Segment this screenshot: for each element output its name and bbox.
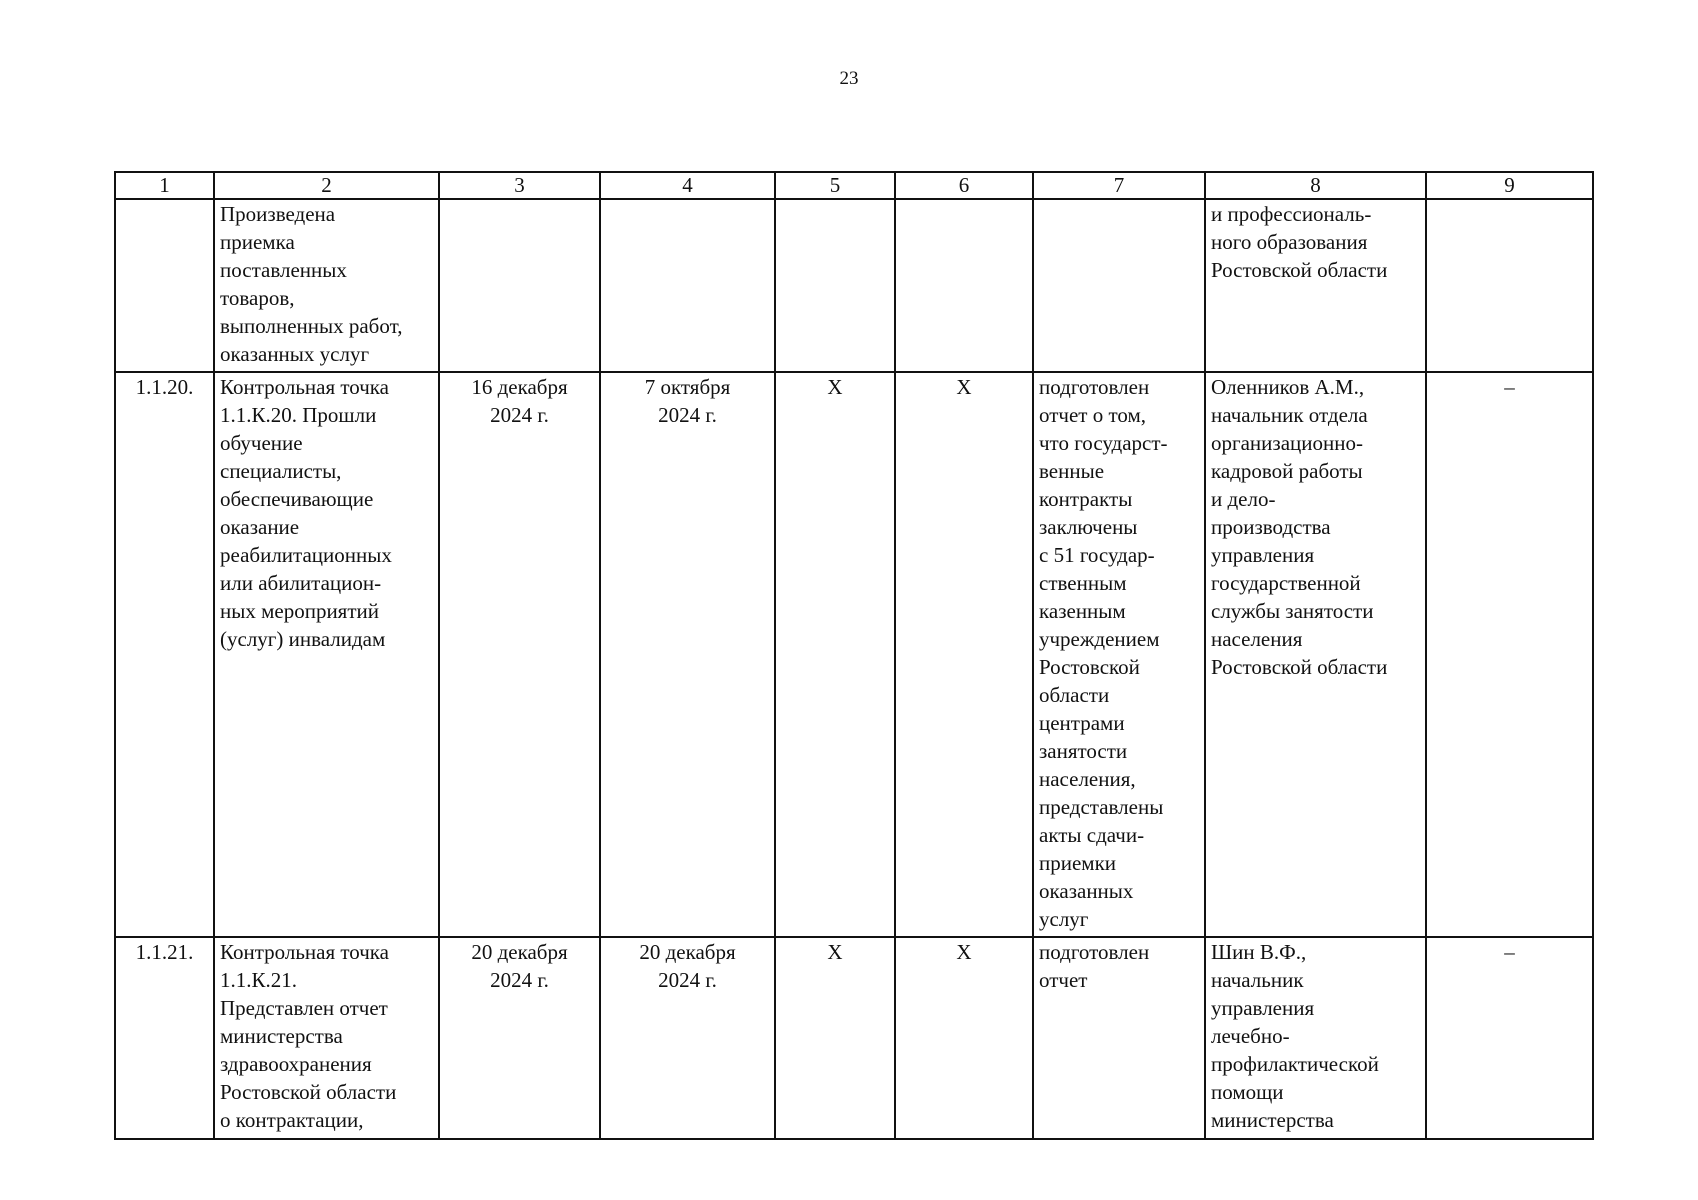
plan-table [114,171,1594,1140]
row-col9: – [1426,372,1593,937]
column-header: 7 [1033,172,1205,199]
column-header: 3 [439,172,600,199]
row-result [1033,199,1205,372]
table-row [115,372,1593,937]
row-description: Контрольная точка 1.1.К.21. Представлен отчет министерства здравоохранения Ростовской области о контрактации, [214,937,439,1139]
row-col9 [1426,199,1593,372]
row-col6: X [895,937,1033,1139]
row-col9: – [1426,937,1593,1139]
table-header-row [115,172,1593,199]
row-number: 1.1.20. [115,372,214,937]
row-date-fact [600,199,775,372]
table-row [115,199,1593,372]
row-description: Контрольная точка 1.1.К.20. Прошли обучение специалисты, обеспечивающие оказание реабилитационных или абилитацион- ных мероприятий (услуг) инвалидам [214,372,439,937]
column-header: 1 [115,172,214,199]
row-responsible: Оленников А.М., начальник отдела организационно- кадровой работы и дело- производства управления государственной службы занятости населения Ростовской области [1205,372,1426,937]
row-col5: X [775,937,895,1139]
column-header: 8 [1205,172,1426,199]
row-description: Произведена приемка поставленных товаров, выполненных работ, оказанных услуг [214,199,439,372]
row-col6 [895,199,1033,372]
row-number: 1.1.21. [115,937,214,1139]
column-header: 9 [1426,172,1593,199]
row-date-plan: 16 декабря 2024 г. [439,372,600,937]
row-result: подготовлен отчет о том, что государст- венные контракты заключены с 51 государ- ственным казенным учреждением Ростовской области центрами занятости населения, представлены акты сдачи- приемки оказанных услуг [1033,372,1205,937]
column-header: 2 [214,172,439,199]
row-col6: X [895,372,1033,937]
column-header: 4 [600,172,775,199]
row-col5: X [775,372,895,937]
row-responsible: Шин В.Ф., начальник управления лечебно- профилактической помощи министерства [1205,937,1426,1139]
row-responsible: и профессиональ- ного образования Ростовской области [1205,199,1426,372]
row-date-plan [439,199,600,372]
row-date-plan: 20 декабря 2024 г. [439,937,600,1139]
table-row [115,937,1593,1139]
page-number: 23 [839,68,859,89]
column-header: 5 [775,172,895,199]
column-header: 6 [895,172,1033,199]
row-col5 [775,199,895,372]
row-date-fact: 20 декабря 2024 г. [600,937,775,1139]
row-number [115,199,214,372]
row-result: подготовлен отчет [1033,937,1205,1139]
row-date-fact: 7 октября 2024 г. [600,372,775,937]
